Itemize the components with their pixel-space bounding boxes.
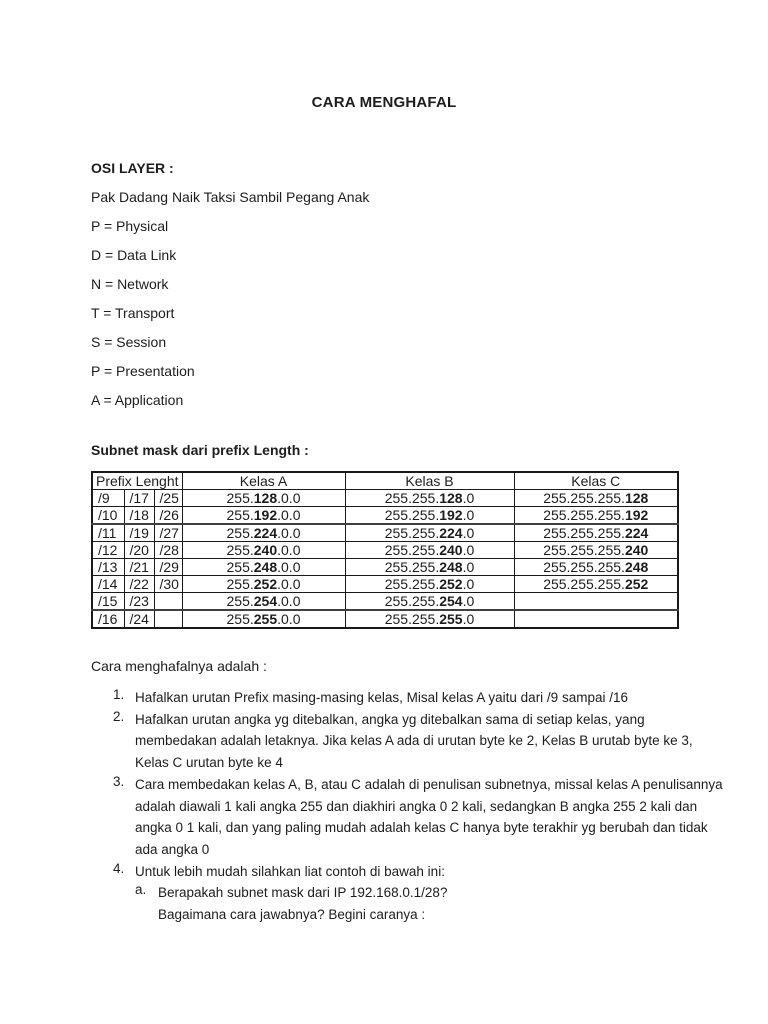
mask-cell bbox=[514, 524, 678, 542]
mask-bold-octet: 254 bbox=[253, 593, 278, 609]
list-item-text bbox=[135, 774, 723, 861]
prefix-cell: /25 bbox=[154, 490, 182, 507]
mask-post: .0.0 bbox=[277, 490, 301, 506]
mask-pre: 255. bbox=[226, 593, 254, 609]
list-item-line: Untuk lebih mudah silahkan liat contoh di bawah ini: bbox=[135, 863, 445, 879]
list-item-text bbox=[135, 861, 677, 883]
prefix-cell: /17 bbox=[124, 490, 154, 507]
subnet-table-row bbox=[92, 490, 678, 507]
mask-bold-octet: 224 bbox=[439, 525, 463, 541]
howto-list-item bbox=[91, 773, 723, 861]
howto-list bbox=[91, 687, 723, 926]
class-header: Kelas A bbox=[182, 472, 345, 490]
list-item-text bbox=[135, 687, 677, 709]
prefix-cell: /10 bbox=[92, 507, 124, 525]
prefix-cell: /21 bbox=[124, 559, 154, 576]
list-item-number: 4. bbox=[113, 860, 125, 876]
prefix-cell: /26 bbox=[154, 507, 182, 525]
mask-pre: 255.255.255. bbox=[543, 525, 625, 541]
mask-bold-octet: 240 bbox=[624, 542, 649, 558]
prefix-cell: /9 bbox=[92, 490, 124, 507]
subnet-mask-table bbox=[91, 471, 679, 629]
prefix-cell: /28 bbox=[154, 542, 182, 559]
howto-list-item bbox=[91, 687, 677, 709]
mask-bold-octet: 252 bbox=[624, 576, 649, 592]
class-header: Kelas C bbox=[514, 472, 678, 490]
mask-cell bbox=[182, 610, 345, 628]
mask-bold-octet: 192 bbox=[439, 507, 463, 523]
mask-cell bbox=[514, 542, 678, 559]
mask-cell bbox=[514, 507, 678, 525]
osi-layer-line: P = Physical bbox=[91, 218, 169, 234]
howto-sub-item bbox=[91, 882, 677, 925]
mask-pre: 255.255. bbox=[384, 542, 440, 558]
prefix-cell: /30 bbox=[154, 576, 182, 593]
mask-post: .0 bbox=[462, 490, 475, 506]
prefix-cell: /15 bbox=[92, 593, 124, 611]
mask-post: .0.0 bbox=[277, 525, 301, 541]
osi-layer-line: A = Application bbox=[91, 392, 184, 408]
osi-layer-line: D = Data Link bbox=[91, 247, 177, 263]
subnet-table-row bbox=[92, 610, 678, 628]
mask-bold-octet: 248 bbox=[253, 559, 278, 575]
list-item-number: 2. bbox=[113, 708, 125, 724]
mask-post: .0 bbox=[462, 525, 475, 541]
mask-pre: 255.255.255. bbox=[543, 559, 625, 575]
prefix-cell: /27 bbox=[154, 524, 182, 542]
prefix-cell: /12 bbox=[92, 542, 124, 559]
mask-bold-octet: 255 bbox=[253, 611, 278, 627]
list-item-line: Hafalkan urutan Prefix masing-masing kelas, Misal kelas A yaitu dari /9 sampai /16 bbox=[135, 690, 628, 705]
subnet-table-row bbox=[92, 542, 678, 559]
mask-cell bbox=[345, 542, 514, 559]
mask-cell bbox=[514, 593, 678, 611]
mask-pre: 255. bbox=[226, 507, 254, 523]
mask-bold-octet: 224 bbox=[624, 525, 649, 541]
subnet-table-row bbox=[92, 559, 678, 576]
list-item-line: adalah diawali 1 kali angka 255 dan diakhiri angka 0 2 kali, sedangkan B angka 255 2 kali dan bbox=[135, 798, 698, 814]
mask-cell bbox=[182, 490, 345, 507]
mask-pre: 255.255. bbox=[384, 507, 440, 523]
list-item-number: 3. bbox=[113, 773, 125, 789]
class-header: Kelas B bbox=[345, 472, 514, 490]
mask-pre: 255.255. bbox=[384, 490, 440, 506]
osi-layer-line: T = Transport bbox=[91, 305, 175, 321]
mask-cell bbox=[182, 507, 345, 525]
mask-pre: 255.255. bbox=[384, 611, 440, 627]
subnet-table-row bbox=[92, 507, 678, 525]
mask-post: .0.0 bbox=[277, 542, 301, 558]
prefix-cell: /22 bbox=[124, 576, 154, 593]
mask-cell bbox=[345, 490, 514, 507]
mask-bold-octet: 128 bbox=[624, 490, 649, 506]
prefix-cell: /16 bbox=[92, 610, 124, 628]
list-item-line: Cara membedakan kelas A, B, atau C adalah di penulisan subnetnya, missal kelas A penulisannya bbox=[135, 776, 723, 792]
mask-cell bbox=[514, 576, 678, 593]
mask-post: .0.0 bbox=[277, 559, 301, 575]
mask-cell bbox=[345, 576, 514, 593]
mask-pre: 255. bbox=[226, 525, 254, 541]
mask-bold-octet: 254 bbox=[439, 593, 463, 609]
osi-layer-line: P = Presentation bbox=[91, 363, 195, 379]
mask-post: .0.0 bbox=[277, 593, 301, 609]
osi-section-heading: OSI LAYER : bbox=[91, 160, 174, 176]
mask-bold-octet: 252 bbox=[253, 576, 278, 592]
sub-item-letter: a. bbox=[135, 882, 147, 898]
mask-cell bbox=[514, 490, 678, 507]
prefix-cell: /24 bbox=[124, 610, 154, 628]
mask-cell bbox=[182, 542, 345, 559]
mask-post: .0 bbox=[462, 611, 475, 627]
mask-bold-octet: 248 bbox=[439, 559, 463, 575]
mask-bold-octet: 248 bbox=[624, 559, 649, 575]
mask-cell bbox=[345, 559, 514, 576]
prefix-cell: /13 bbox=[92, 559, 124, 576]
mask-pre: 255.255.255. bbox=[543, 576, 625, 592]
mask-cell bbox=[345, 524, 514, 542]
mask-pre: 255.255. bbox=[384, 593, 440, 609]
mask-bold-octet: 240 bbox=[253, 542, 278, 558]
mask-cell bbox=[182, 524, 345, 542]
mask-pre: 255. bbox=[226, 559, 254, 575]
mask-pre: 255. bbox=[226, 611, 254, 627]
howto-list-item bbox=[91, 708, 693, 774]
mask-post: .0.0 bbox=[277, 576, 301, 592]
prefix-cell: /19 bbox=[124, 524, 154, 542]
mask-post: .0 bbox=[462, 576, 475, 592]
mask-cell bbox=[514, 610, 678, 628]
mask-pre: 255.255. bbox=[384, 559, 440, 575]
mask-cell bbox=[514, 559, 678, 576]
mask-pre: 255.255. bbox=[384, 576, 440, 592]
prefix-cell: /20 bbox=[124, 542, 154, 559]
mask-bold-octet: 252 bbox=[439, 576, 463, 592]
mask-bold-octet: 192 bbox=[624, 507, 649, 523]
list-item-line: angka 0 1 kali, dan yang paling mudah adalah kelas C hanya byte terakhir yg berubah dan tidak bbox=[135, 820, 708, 836]
mask-pre: 255.255.255. bbox=[543, 542, 625, 558]
prefix-cell: /11 bbox=[92, 524, 124, 542]
mask-post: .0 bbox=[462, 507, 475, 523]
subnet-table-row bbox=[92, 576, 678, 593]
mask-pre: 255.255.255. bbox=[543, 507, 625, 523]
mask-pre: 255. bbox=[226, 542, 254, 558]
mask-cell bbox=[182, 559, 345, 576]
mask-bold-octet: 255 bbox=[439, 611, 463, 627]
mask-cell bbox=[345, 593, 514, 611]
mask-pre: 255. bbox=[226, 490, 254, 506]
page-title: CARA MENGHAFAL bbox=[311, 94, 457, 111]
sub-item-line: Bagaimana cara jawabnya? Begini caranya : bbox=[158, 907, 426, 923]
osi-layer-list bbox=[91, 219, 677, 408]
prefix-cell bbox=[154, 593, 182, 611]
mask-cell bbox=[182, 593, 345, 611]
osi-layer-line: N = Network bbox=[91, 276, 169, 292]
list-item-line: membedakan adalah letaknya. Jika kelas A ada di urutan byte ke 2, Kelas B urutab byte ke 3, bbox=[135, 733, 693, 749]
subnet-table-row bbox=[92, 593, 678, 611]
mask-pre: 255.255.255. bbox=[543, 490, 625, 506]
prefix-cell: /29 bbox=[154, 559, 182, 576]
prefix-cell bbox=[154, 610, 182, 628]
mask-pre: 255.255. bbox=[384, 525, 440, 541]
osi-mnemonic: Pak Dadang Naik Taksi Sambil Pegang Anak bbox=[91, 189, 370, 205]
subnet-table-row bbox=[92, 524, 678, 542]
mask-cell bbox=[345, 610, 514, 628]
list-item-text bbox=[135, 709, 693, 774]
prefix-cell: /14 bbox=[92, 576, 124, 593]
list-item-number: 1. bbox=[113, 687, 125, 702]
mask-bold-octet: 128 bbox=[253, 490, 278, 506]
mask-post: .0 bbox=[462, 559, 475, 575]
sub-item-line: Berapakah subnet mask dari IP 192.168.0.1/28? bbox=[158, 885, 448, 901]
howto-intro: Cara menghafalnya adalah : bbox=[91, 658, 267, 674]
prefix-cell: /18 bbox=[124, 507, 154, 525]
list-item-line: Kelas C urutan byte ke 4 bbox=[135, 755, 283, 771]
list-item-line: Hafalkan urutan angka yg ditebalkan, angka yg ditebalkan sama di setiap kelas, yang bbox=[135, 711, 645, 727]
mask-pre: 255. bbox=[226, 576, 254, 592]
subnet-section-heading: Subnet mask dari prefix Length : bbox=[91, 442, 309, 458]
howto-list-item bbox=[91, 861, 677, 883]
mask-cell bbox=[345, 507, 514, 525]
osi-layer-line: S = Session bbox=[91, 334, 167, 350]
list-item-line: ada angka 0 bbox=[135, 841, 210, 857]
mask-bold-octet: 224 bbox=[253, 525, 278, 541]
mask-post: .0 bbox=[462, 593, 475, 609]
mask-cell bbox=[182, 576, 345, 593]
subnet-table-body bbox=[92, 472, 678, 628]
mask-bold-octet: 128 bbox=[439, 490, 463, 506]
mask-post: .0 bbox=[462, 542, 475, 558]
mask-bold-octet: 240 bbox=[439, 542, 463, 558]
prefix-length-header: Prefix Lenght bbox=[92, 472, 182, 490]
sub-item-text bbox=[158, 882, 677, 925]
mask-post: .0.0 bbox=[277, 611, 301, 627]
prefix-cell: /23 bbox=[124, 593, 154, 611]
subnet-table-header-row bbox=[92, 472, 678, 490]
mask-bold-octet: 192 bbox=[253, 507, 278, 523]
mask-post: .0.0 bbox=[277, 507, 301, 523]
